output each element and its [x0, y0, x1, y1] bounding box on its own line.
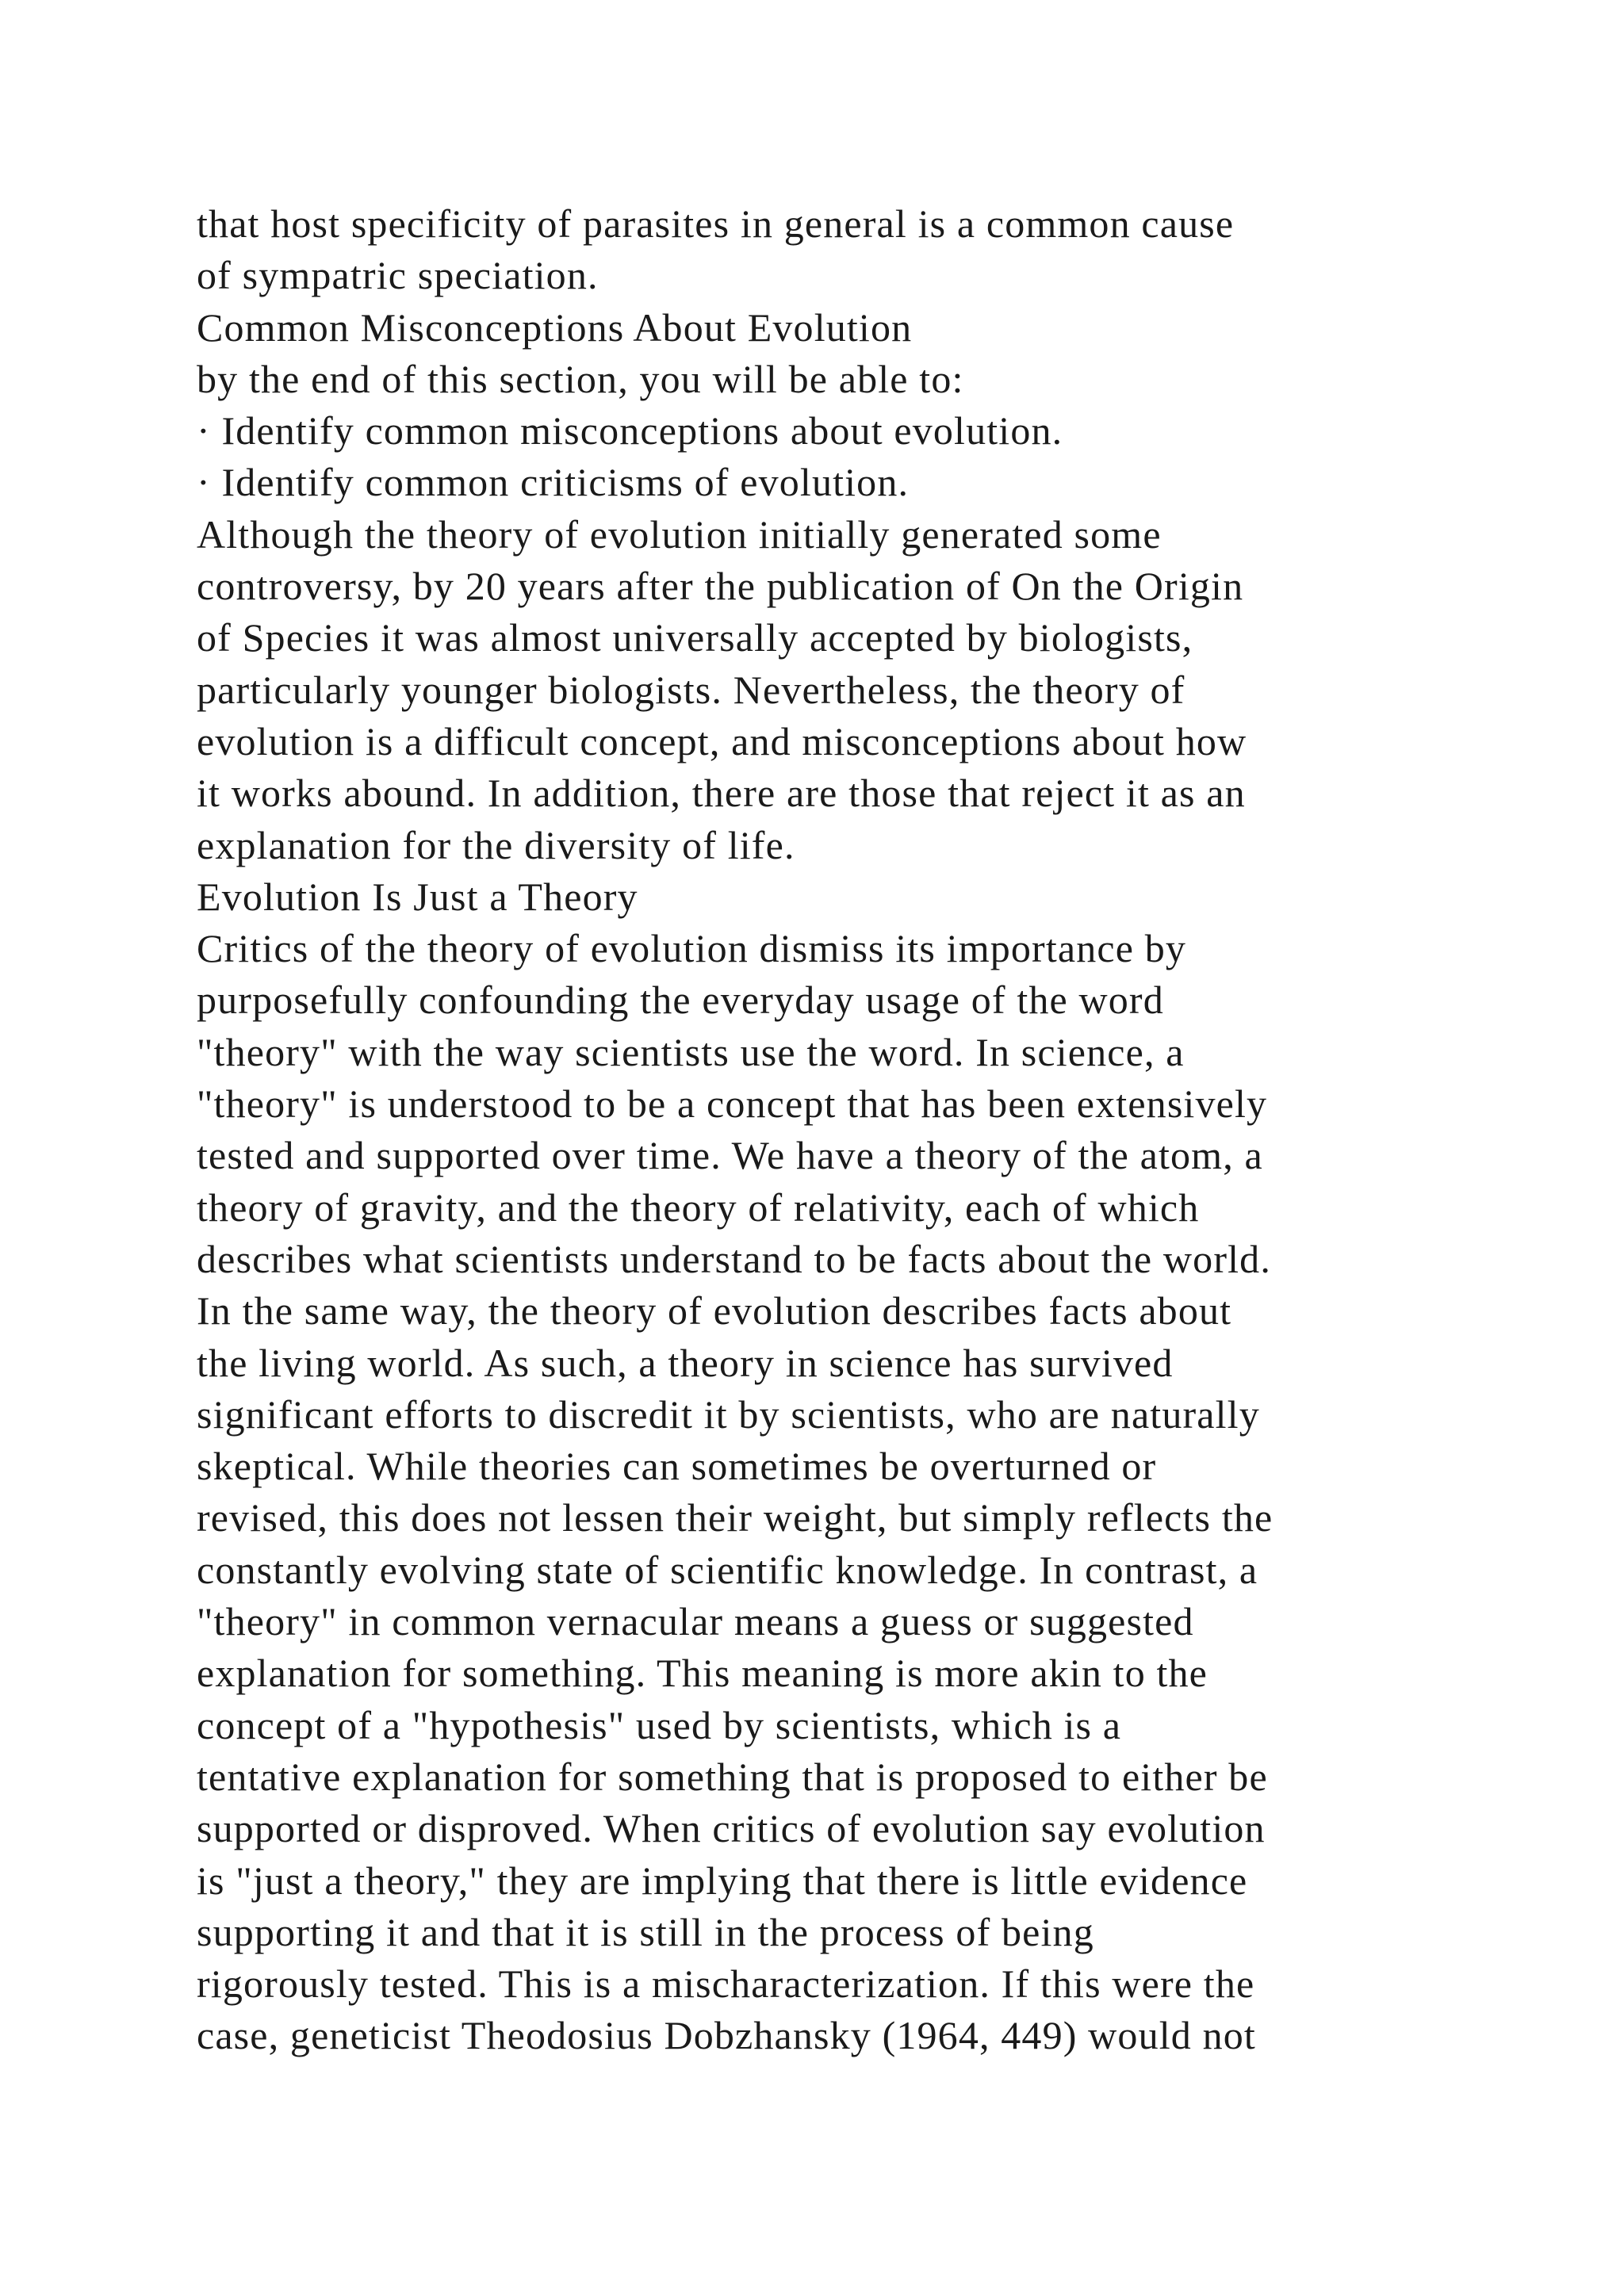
text-line: In the same way, the theory of evolution describes facts about [197, 1288, 1232, 1334]
text-line: "theory" in common vernacular means a guess or suggested [197, 1599, 1194, 1644]
text-line: case, geneticist Theodosius Dobzhansky (1964, 449) would not [197, 2013, 1256, 2058]
text-line: skeptical. While theories can sometimes be overturned or [197, 1444, 1157, 1489]
section-heading: Common Misconceptions About Evolution [197, 304, 913, 350]
text-line: theory of gravity, and the theory of relativity, each of which [197, 1184, 1200, 1230]
bullet-item: · Identify common criticisms of evolution. [197, 460, 910, 505]
bullet-item: · Identify common misconceptions about evolution. [197, 408, 1063, 453]
text-line: controversy, by 20 years after the publication of On the Origin [197, 564, 1244, 609]
text-line: of sympatric speciation. [197, 253, 599, 298]
text-line: tested and supported over time. We have a theory of the atom, a [197, 1133, 1263, 1178]
text-line: concept of a "hypothesis" used by scientists, which is a [197, 1702, 1122, 1747]
text-line: describes what scientists understand to be facts about the world. [197, 1236, 1271, 1281]
text-line: by the end of this section, you will be able to: [197, 356, 964, 401]
text-line: Although the theory of evolution initially generated some [197, 511, 1162, 557]
text-line: the living world. As such, a theory in science has survived [197, 1340, 1174, 1385]
document-body [197, 198, 1481, 2062]
text-line: evolution is a difficult concept, and misconceptions about how [197, 718, 1247, 763]
text-line: supported or disproved. When critics of evolution say evolution [197, 1806, 1266, 1851]
text-line: significant efforts to discredit it by scientists, who are naturally [197, 1391, 1260, 1437]
text-line: rigorously tested. This is a mischaracterization. If this were the [197, 1961, 1255, 2007]
text-line: particularly younger biologists. Nevertheless, the theory of [197, 667, 1185, 712]
text-line: is "just a theory," they are implying that there is little evidence [197, 1858, 1248, 1903]
text-line: of Species it was almost universally accepted by biologists, [197, 615, 1193, 660]
text-line: purposefully confounding the everyday usage of the word [197, 978, 1164, 1023]
text-line: tentative explanation for something that is proposed to either be [197, 1754, 1268, 1799]
section-heading: Evolution Is Just a Theory [197, 874, 638, 919]
text-line: "theory" with the way scientists use the word. In science, a [197, 1029, 1185, 1074]
text-line: explanation for the diversity of life. [197, 822, 795, 867]
text-line: revised, this does not lessen their weight, but simply reflects the [197, 1495, 1274, 1540]
text-line: "theory" is understood to be a concept that has been extensively [197, 1081, 1268, 1127]
text-line: constantly evolving state of scientific knowledge. In contrast, a [197, 1547, 1258, 1592]
text-line: it works abound. In addition, there are those that reject it as an [197, 771, 1246, 816]
text-line: Critics of the theory of evolution dismiss its importance by [197, 926, 1187, 971]
text-line: that host specificity of parasites in general is a common cause [197, 201, 1235, 246]
text-line: explanation for something. This meaning is more akin to the [197, 1651, 1208, 1696]
text-line: supporting it and that it is still in the process of being [197, 1909, 1094, 1954]
